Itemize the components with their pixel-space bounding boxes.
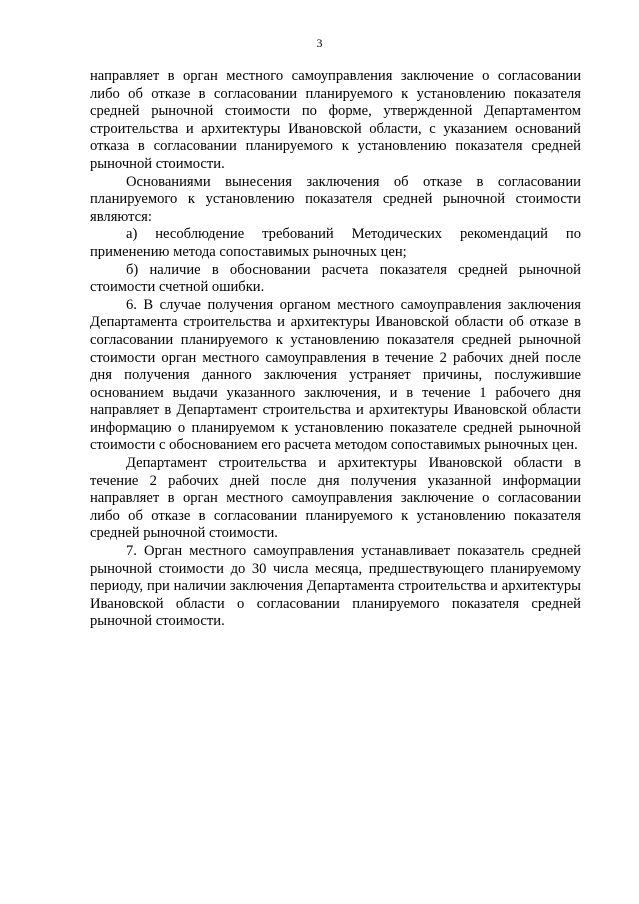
paragraph-refusal-grounds: Основаниями вынесения заключения об отказе в согласовании планируемого к установлению показателя средней рыночной стоимости являются: [90, 173, 581, 225]
page-number: 3 [316, 36, 323, 50]
paragraph-clause-6: 6. В случае получения органом местного самоуправления заключения Департамента строительства и архитектуры Ивановской области об отказе в согласовании планируемого к установлению показателя средней рыночной стоимости орган местного самоуправления в течение 2 рабочих дней после дня получения данного заключения устраняет причины, послужившие основанием выдачи указанного заключения, и в течение 1 рабочего дня направляет в Департамент строительства и архитектуры Ивановской области информацию о планируемом к установлению показателе средней рыночной стоимости с обоснованием его расчета методом сопоставимых рыночных цен. [90, 296, 581, 454]
paragraph-continuation: направляет в орган местного самоуправления заключение о согласовании либо об отказе в согласовании планируемого к установлению показателя средней рыночной стоимости по форме, утвержденной Департаментом строительства и архитектуры Ивановской области, с указанием оснований отказа в согласовании планируемого к установлению показателя средней рыночной стоимости. [90, 68, 581, 172]
document-body [90, 68, 581, 631]
paragraph-department-response: Департамент строительства и архитектуры Ивановской области в течение 2 рабочих дней после дня получения указанной информации направляет в орган местного самоуправления заключение о согласовании либо об отказе в согласовании планируемого к установлению показателя средней рыночной стоимости. [90, 455, 581, 542]
paragraph-item-b: б) наличие в обосновании расчета показателя средней рыночной стоимости счетной ошибки. [90, 261, 581, 296]
paragraph-item-a: а) несоблюдение требований Методических рекомендаций по применению метода сопоставимых рыночных цен; [90, 226, 581, 260]
paragraph-clause-7: 7. Орган местного самоуправления устанавливает показатель средней рыночной стоимости до 30 числа месяца, предшествующего планируемому периоду, при наличии заключения Департамента строительства и архитектуры Ивановской области о согласовании планируемого показателя средней рыночной стоимости. [90, 543, 581, 630]
